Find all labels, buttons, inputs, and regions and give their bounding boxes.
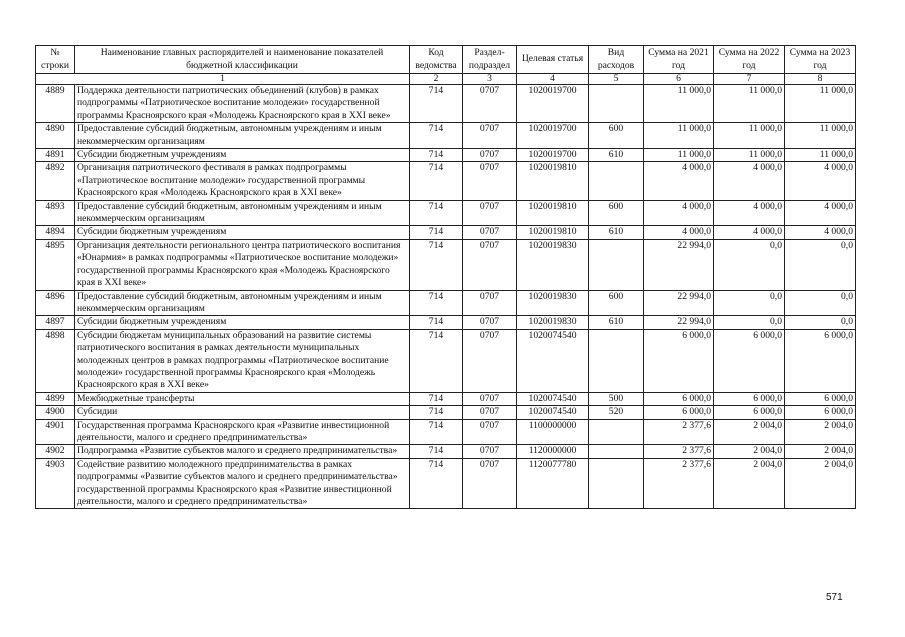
name-cell: Поддержка деятельности патриотических объединений (клубов) в рамках подпрограммы «Патриотическое воспитание молодежи» государственной программы Красноярского края «Молодежь Красноярского края в XXI веке» xyxy=(75,85,410,123)
section-cell: 0707 xyxy=(463,445,517,458)
name-cell: Содействие развитию молодежного предпринимательства в рамках подпрограммы «Развитие субъектов малого и среднего предпринимательства» государственной программы Красноярского края «Развитие инвестиционной деятельности, малого и среднего предпринимательства» xyxy=(75,458,410,509)
target-article-cell: 1020074540 xyxy=(517,392,589,405)
header-row xyxy=(36,46,856,74)
header-department-code: Код ведомства xyxy=(410,46,463,74)
name-cell: Субсидии бюджетным учреждениям xyxy=(75,226,410,239)
column-number: 4 xyxy=(517,74,589,85)
target-article-cell: 1020019700 xyxy=(517,149,589,162)
department-code-cell: 714 xyxy=(410,149,463,162)
header-section: Раздел-подраздел xyxy=(463,46,517,74)
department-code-cell: 714 xyxy=(410,316,463,329)
column-number-row xyxy=(36,74,856,85)
sum-2023-cell: 6 000,0 xyxy=(785,406,856,419)
sum-2021-cell: 11 000,0 xyxy=(644,85,714,123)
row-number-cell: 4891 xyxy=(36,149,75,162)
row-number-cell: 4893 xyxy=(36,200,75,226)
row-number-cell: 4899 xyxy=(36,392,75,405)
expense-type-cell xyxy=(589,458,644,509)
sum-2021-cell: 22 994,0 xyxy=(644,239,714,290)
target-article-cell: 1020019810 xyxy=(517,226,589,239)
target-article-cell: 1020019700 xyxy=(517,123,589,149)
name-cell: Субсидии бюджетам муниципальных образований на развитие системы патриотического воспитания в рамках деятельности муниципальных молодежных центров в рамках подпрограммы «Патриотическое воспитание молодежи» государственной программы Красноярского края «Молодежь Красноярского края в XXI веке» xyxy=(75,329,410,392)
table-row xyxy=(36,392,856,405)
sum-2021-cell: 6 000,0 xyxy=(644,392,714,405)
section-cell: 0707 xyxy=(463,458,517,509)
expense-type-cell xyxy=(589,445,644,458)
row-number-cell: 4895 xyxy=(36,239,75,290)
section-cell: 0707 xyxy=(463,316,517,329)
table-row xyxy=(36,445,856,458)
table-row xyxy=(36,162,856,200)
header-name: Наименование главных распорядителей и наименование показателей бюджетной классификации xyxy=(75,46,410,74)
table-row xyxy=(36,85,856,123)
section-cell: 0707 xyxy=(463,123,517,149)
header-sum-2021: Сумма на 2021 год xyxy=(644,46,714,74)
sum-2022-cell: 6 000,0 xyxy=(714,392,785,405)
name-cell: Межбюджетные трансферты xyxy=(75,392,410,405)
sum-2021-cell: 11 000,0 xyxy=(644,123,714,149)
expense-type-cell xyxy=(589,239,644,290)
target-article-cell: 1020074540 xyxy=(517,329,589,392)
name-cell: Субсидии бюджетным учреждениям xyxy=(75,149,410,162)
sum-2021-cell: 4 000,0 xyxy=(644,200,714,226)
row-number-cell: 4903 xyxy=(36,458,75,509)
row-number-cell: 4901 xyxy=(36,419,75,445)
name-cell: Государственная программа Красноярского края «Развитие инвестиционной деятельности, малого и среднего предпринимательства» xyxy=(75,419,410,445)
table-row xyxy=(36,123,856,149)
department-code-cell: 714 xyxy=(410,226,463,239)
sum-2022-cell: 11 000,0 xyxy=(714,85,785,123)
row-number-cell: 4890 xyxy=(36,123,75,149)
sum-2023-cell: 0,0 xyxy=(785,316,856,329)
name-cell: Субсидии xyxy=(75,406,410,419)
sum-2021-cell: 2 377,6 xyxy=(644,458,714,509)
sum-2022-cell: 4 000,0 xyxy=(714,226,785,239)
target-article-cell: 1020019810 xyxy=(517,200,589,226)
sum-2022-cell: 2 004,0 xyxy=(714,458,785,509)
sum-2023-cell: 11 000,0 xyxy=(785,123,856,149)
sum-2021-cell: 4 000,0 xyxy=(644,226,714,239)
sum-2023-cell: 2 004,0 xyxy=(785,458,856,509)
name-cell: Предоставление субсидий бюджетным, автономным учреждениям и иным некоммерческим организациям xyxy=(75,123,410,149)
target-article-cell: 1120077780 xyxy=(517,458,589,509)
column-number: 8 xyxy=(785,74,856,85)
name-cell: Предоставление субсидий бюджетным, автономным учреждениям и иным некоммерческим организациям xyxy=(75,200,410,226)
column-number: 1 xyxy=(36,74,410,85)
section-cell: 0707 xyxy=(463,200,517,226)
sum-2022-cell: 11 000,0 xyxy=(714,123,785,149)
section-cell: 0707 xyxy=(463,239,517,290)
sum-2023-cell: 6 000,0 xyxy=(785,392,856,405)
sum-2023-cell: 4 000,0 xyxy=(785,162,856,200)
column-number: 7 xyxy=(714,74,785,85)
row-number-cell: 4900 xyxy=(36,406,75,419)
row-number-cell: 4896 xyxy=(36,290,75,316)
sum-2021-cell: 11 000,0 xyxy=(644,149,714,162)
header-expense-type: Вид расходов xyxy=(589,46,644,74)
row-number-cell: 4897 xyxy=(36,316,75,329)
sum-2023-cell: 11 000,0 xyxy=(785,85,856,123)
sum-2022-cell: 0,0 xyxy=(714,290,785,316)
section-cell: 0707 xyxy=(463,406,517,419)
department-code-cell: 714 xyxy=(410,200,463,226)
section-cell: 0707 xyxy=(463,419,517,445)
department-code-cell: 714 xyxy=(410,123,463,149)
header-row-number: № строки xyxy=(36,46,75,74)
section-cell: 0707 xyxy=(463,329,517,392)
expense-type-cell: 610 xyxy=(589,316,644,329)
sum-2023-cell: 0,0 xyxy=(785,239,856,290)
target-article-cell: 1020019830 xyxy=(517,316,589,329)
section-cell: 0707 xyxy=(463,392,517,405)
table-row xyxy=(36,290,856,316)
department-code-cell: 714 xyxy=(410,419,463,445)
department-code-cell: 714 xyxy=(410,458,463,509)
sum-2021-cell: 22 994,0 xyxy=(644,290,714,316)
sum-2022-cell: 6 000,0 xyxy=(714,329,785,392)
table-row xyxy=(36,226,856,239)
expense-type-cell: 600 xyxy=(589,200,644,226)
expense-type-cell: 600 xyxy=(589,123,644,149)
column-number: 6 xyxy=(644,74,714,85)
sum-2023-cell: 4 000,0 xyxy=(785,226,856,239)
table-row xyxy=(36,200,856,226)
target-article-cell: 1100000000 xyxy=(517,419,589,445)
section-cell: 0707 xyxy=(463,149,517,162)
sum-2021-cell: 2 377,6 xyxy=(644,445,714,458)
expense-type-cell: 610 xyxy=(589,226,644,239)
row-number-cell: 4902 xyxy=(36,445,75,458)
expense-type-cell: 610 xyxy=(589,149,644,162)
expense-type-cell: 500 xyxy=(589,392,644,405)
expense-type-cell: 600 xyxy=(589,290,644,316)
department-code-cell: 714 xyxy=(410,162,463,200)
name-cell: Субсидии бюджетным учреждениям xyxy=(75,316,410,329)
sum-2022-cell: 4 000,0 xyxy=(714,200,785,226)
sum-2021-cell: 6 000,0 xyxy=(644,329,714,392)
sum-2023-cell: 2 004,0 xyxy=(785,445,856,458)
row-number-cell: 4894 xyxy=(36,226,75,239)
target-article-cell: 1020019830 xyxy=(517,239,589,290)
target-article-cell: 1020019830 xyxy=(517,290,589,316)
sum-2022-cell: 11 000,0 xyxy=(714,149,785,162)
page-number: 571 xyxy=(826,592,843,603)
sum-2022-cell: 4 000,0 xyxy=(714,162,785,200)
table-row xyxy=(36,406,856,419)
expense-type-cell xyxy=(589,329,644,392)
table-row xyxy=(36,329,856,392)
department-code-cell: 714 xyxy=(410,329,463,392)
table-row xyxy=(36,149,856,162)
table-row xyxy=(36,458,856,509)
section-cell: 0707 xyxy=(463,290,517,316)
target-article-cell: 1020074540 xyxy=(517,406,589,419)
sum-2023-cell: 11 000,0 xyxy=(785,149,856,162)
table-row xyxy=(36,419,856,445)
row-number-cell: 4889 xyxy=(36,85,75,123)
name-cell: Организация деятельности регионального центра патриотического воспитания «Юнармия» в рамках подпрограммы «Патриотическое воспитание молодежи» государственной программы Красноярского края «Молодежь Красноярского края в XXI веке» xyxy=(75,239,410,290)
name-cell: Организация патриотического фестиваля в рамках подпрограммы «Патриотическое воспитание молодежи» государственной программы Красноярского края «Молодежь Красноярского края в XXI веке» xyxy=(75,162,410,200)
sum-2023-cell: 6 000,0 xyxy=(785,329,856,392)
name-cell: Предоставление субсидий бюджетным, автономным учреждениям и иным некоммерческим организациям xyxy=(75,290,410,316)
section-cell: 0707 xyxy=(463,85,517,123)
column-number: 3 xyxy=(463,74,517,85)
sum-2023-cell: 0,0 xyxy=(785,290,856,316)
sum-2021-cell: 4 000,0 xyxy=(644,162,714,200)
row-number-cell: 4898 xyxy=(36,329,75,392)
header-sum-2022: Сумма на 2022 год xyxy=(714,46,785,74)
budget-table xyxy=(35,45,856,509)
sum-2022-cell: 0,0 xyxy=(714,316,785,329)
table-row xyxy=(36,316,856,329)
sum-2021-cell: 2 377,6 xyxy=(644,419,714,445)
section-cell: 0707 xyxy=(463,162,517,200)
department-code-cell: 714 xyxy=(410,85,463,123)
sum-2021-cell: 6 000,0 xyxy=(644,406,714,419)
sum-2023-cell: 2 004,0 xyxy=(785,419,856,445)
target-article-cell: 1120000000 xyxy=(517,445,589,458)
header-target-article: Целевая статья xyxy=(517,46,589,74)
column-number: 5 xyxy=(589,74,644,85)
expense-type-cell xyxy=(589,419,644,445)
expense-type-cell: 520 xyxy=(589,406,644,419)
expense-type-cell xyxy=(589,162,644,200)
department-code-cell: 714 xyxy=(410,239,463,290)
name-cell: Подпрограмма «Развитие субъектов малого и среднего предпринимательства» xyxy=(75,445,410,458)
sum-2022-cell: 2 004,0 xyxy=(714,419,785,445)
table-body xyxy=(36,85,856,509)
department-code-cell: 714 xyxy=(410,406,463,419)
sum-2022-cell: 6 000,0 xyxy=(714,406,785,419)
target-article-cell: 1020019700 xyxy=(517,85,589,123)
department-code-cell: 714 xyxy=(410,445,463,458)
department-code-cell: 714 xyxy=(410,290,463,316)
sum-2022-cell: 0,0 xyxy=(714,239,785,290)
expense-type-cell xyxy=(589,85,644,123)
header-sum-2023: Сумма на 2023 год xyxy=(785,46,856,74)
row-number-cell: 4892 xyxy=(36,162,75,200)
section-cell: 0707 xyxy=(463,226,517,239)
department-code-cell: 714 xyxy=(410,392,463,405)
target-article-cell: 1020019810 xyxy=(517,162,589,200)
sum-2023-cell: 4 000,0 xyxy=(785,200,856,226)
sum-2021-cell: 22 994,0 xyxy=(644,316,714,329)
column-number: 2 xyxy=(410,74,463,85)
sum-2022-cell: 2 004,0 xyxy=(714,445,785,458)
table-row xyxy=(36,239,856,290)
